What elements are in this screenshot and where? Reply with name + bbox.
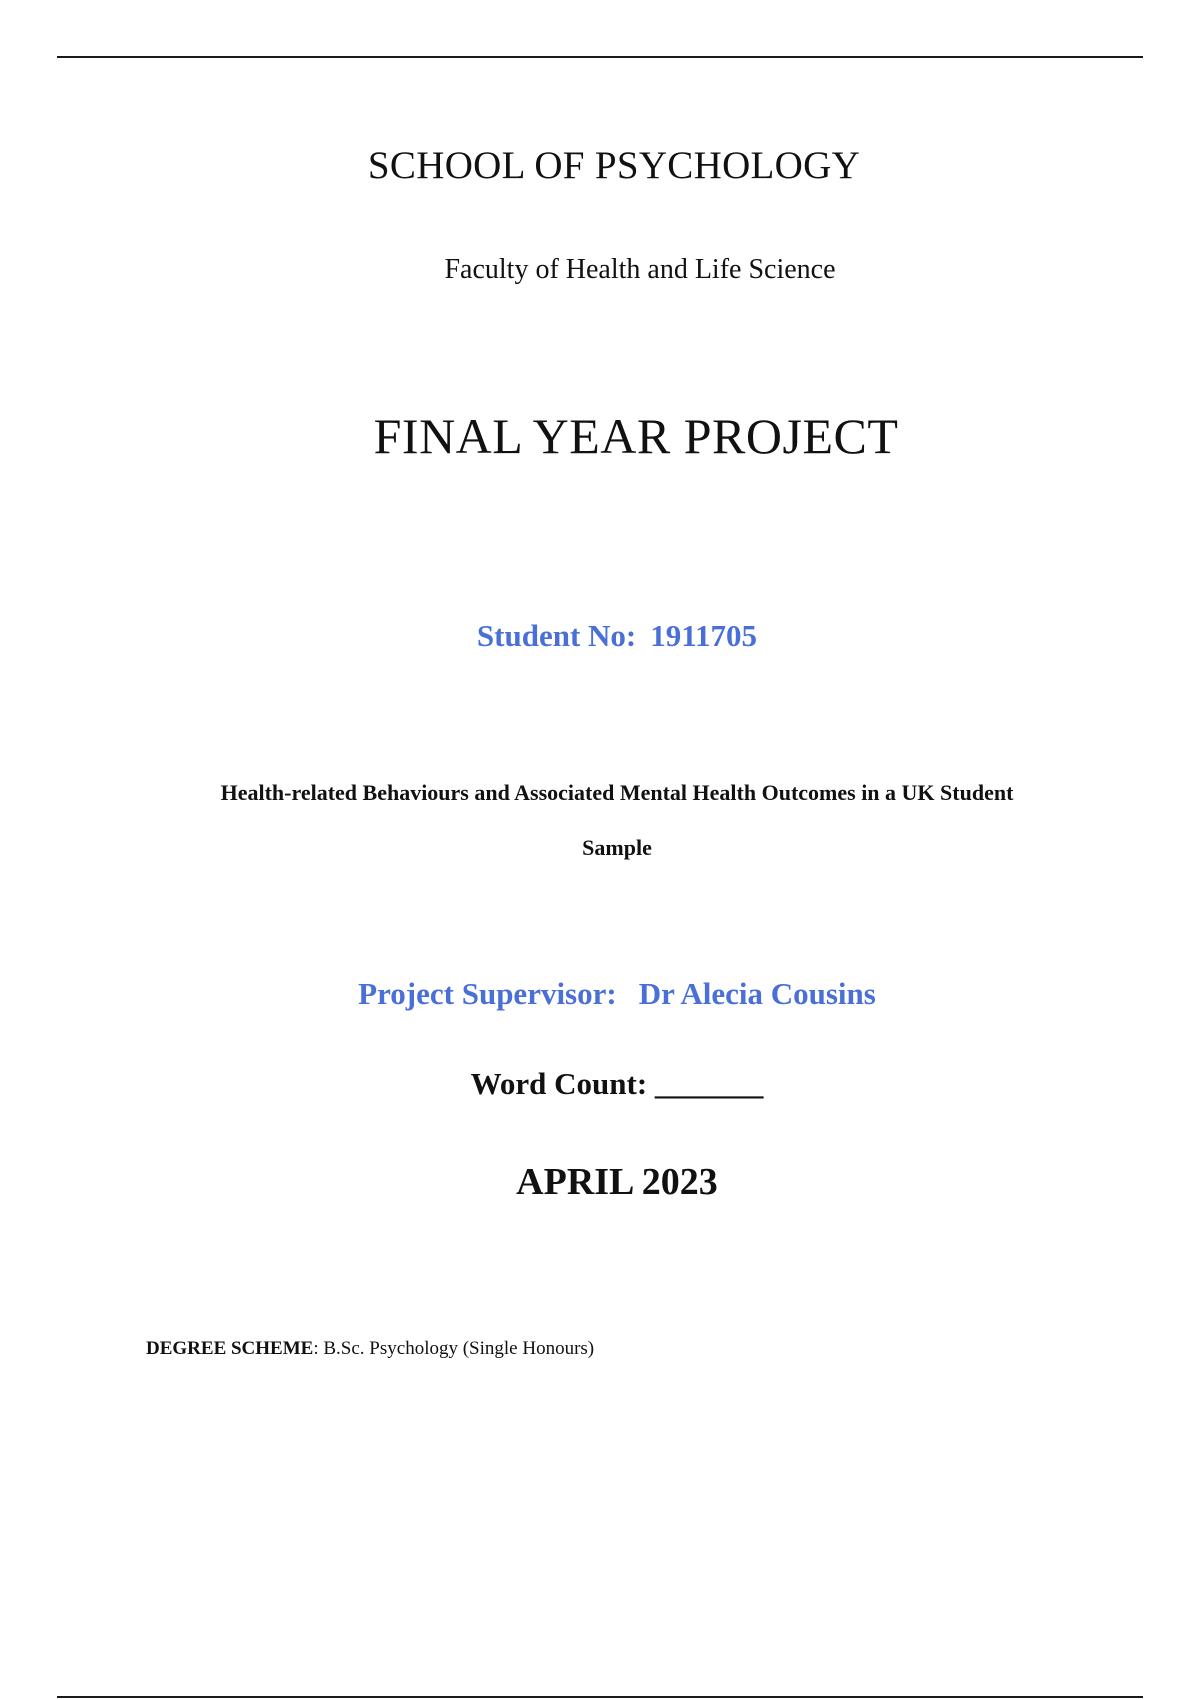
degree-scheme-line <box>146 1338 594 1360</box>
thesis-title-line-1: Health-related Behaviours and Associated Mental Health Outcomes in a UK Student <box>220 780 1014 805</box>
school-name: SCHOOL OF PSYCHOLOGY <box>367 144 861 187</box>
degree-scheme-label: DEGREE SCHEME <box>146 1338 314 1359</box>
faculty-name: Faculty of Health and Life Science <box>444 254 836 285</box>
supervisor-line <box>17 976 1200 1012</box>
student-number-line <box>17 618 1200 654</box>
word-count-line <box>17 1066 1200 1102</box>
document-type-title: FINAL YEAR PROJECT <box>373 408 899 464</box>
degree-scheme-value: B.Sc. Psychology (Single Honours) <box>323 1338 595 1359</box>
supervisor-name: Dr Alecia Cousins <box>638 976 876 1011</box>
word-count-label: Word Count: <box>470 1066 648 1101</box>
supervisor-label: Project Supervisor: <box>358 976 617 1011</box>
bottom-rule <box>57 1696 1143 1698</box>
submission-date: APRIL 2023 <box>516 1161 718 1203</box>
word-count-blank: _______ <box>654 1066 764 1101</box>
student-number-label: Student No: <box>476 618 637 653</box>
student-number-value: 1911705 <box>650 618 758 653</box>
thesis-title-line-2: Sample <box>582 835 652 860</box>
top-rule <box>57 56 1143 58</box>
degree-scheme-separator: : <box>313 1338 319 1359</box>
